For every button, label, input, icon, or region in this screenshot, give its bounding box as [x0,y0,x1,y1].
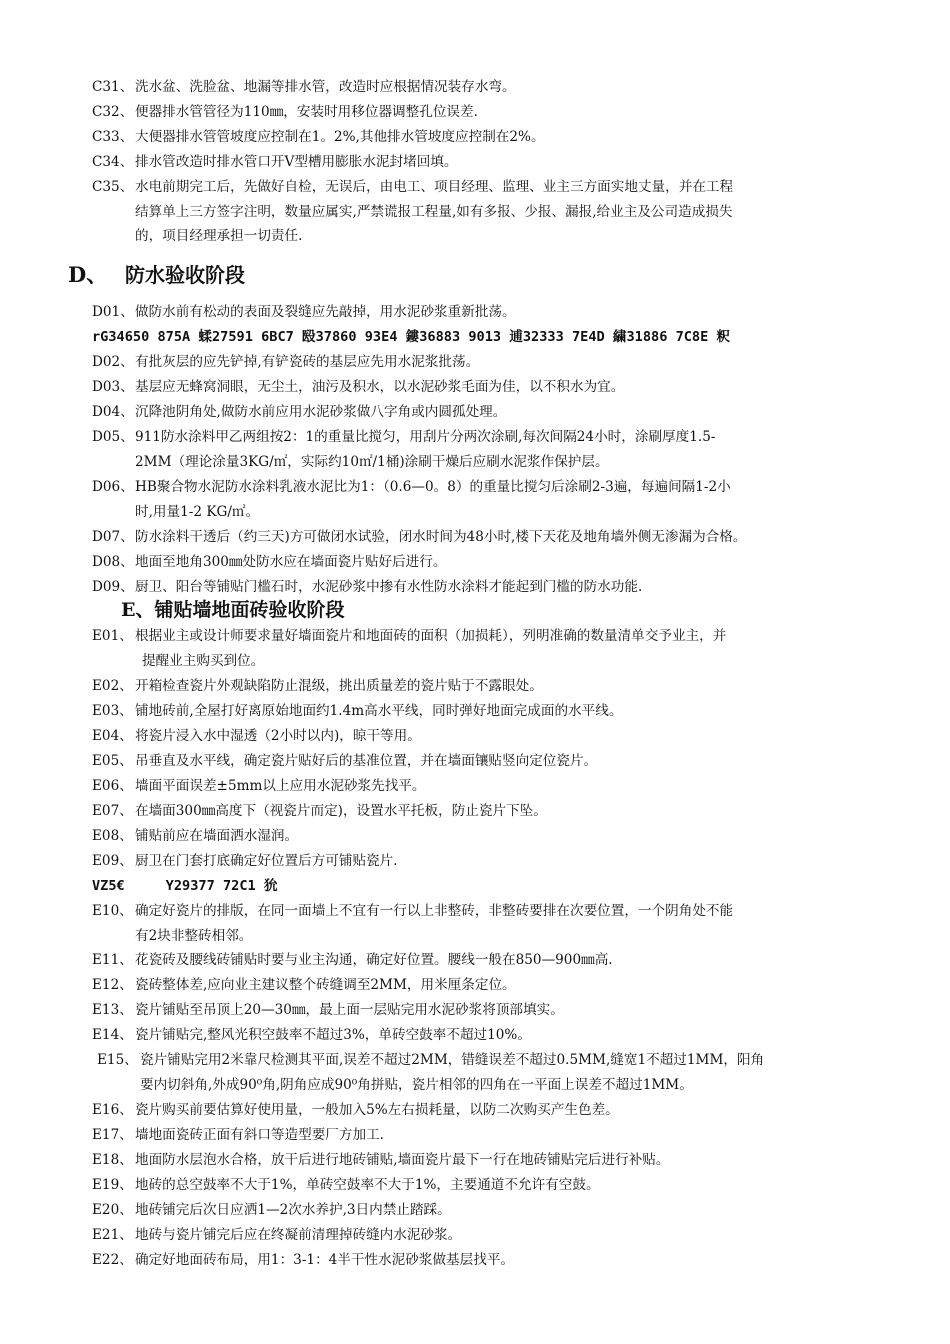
item-text: 地砖与瓷片铺完后应在终凝前清理掉砖缝内水泥砂浆。 [135,1227,462,1243]
list-item-c35 [92,175,892,249]
item-code: D01、 [92,304,134,320]
item-code: E09、 [92,853,133,869]
item-code: E12、 [92,977,133,993]
item-text: 瓷片铺贴完用2米靠尺检测其平面,误差不超过2MM，错缝误差不超过0.5MM,缝宽1不超过1MM，阳角 [140,1052,765,1068]
item-code: E21、 [92,1227,133,1243]
item-code: E04、 [92,728,133,744]
list-item-e07 [92,799,892,824]
list-item-c33 [92,125,892,150]
item-text: 防水涂料干透后（约三天)方可做闭水试验，闭水时间为48小时,楼下天花及地角墙外侧无渗漏为合格。 [135,529,747,545]
list-item-d02 [92,350,892,375]
item-text: 地面至地角300㎜处防水应在墙面瓷片贴好后进行。 [135,554,447,570]
section-heading-e: E、铺贴墙地面砖验收阶段 [121,599,345,621]
item-code: C35、 [92,179,134,195]
item-text: 厨卫、阳台等铺贴门槛石时，水泥砂浆中掺有水性防水涂料才能起到门槛的防水功能. [135,579,643,595]
list-item-e22 [92,1248,892,1273]
item-code: D04、 [92,404,134,420]
item-text: 地面防水层泡水合格，放干后进行地砖铺贴,墙面瓷片最下一行在地砖铺贴完后进行补贴。 [135,1152,670,1168]
item-text: 铺贴前应在墙面洒水湿润。 [135,828,299,844]
list-item-e19 [92,1173,892,1198]
item-text: 铺地砖前,全屋打好离原始地面约1.4m高水平线，同时弹好地面完成面的水平线。 [135,703,623,719]
item-text: 瓷片铺贴至吊顶上20—30㎜，最上面一层贴完用水泥砂浆将顶部填实。 [135,1002,564,1018]
list-item-e15 [97,1048,897,1097]
list-item-e04 [92,724,892,749]
item-code: D05、 [92,429,134,445]
list-item-e08 [92,824,892,849]
list-item-e01 [92,624,892,673]
item-code: E19、 [92,1177,133,1193]
list-item-e14 [92,1023,892,1048]
item-code: C33、 [92,129,134,145]
item-code: E16、 [92,1102,133,1118]
item-text-cont: 结算单上三方签字注明，数量应属实,严禁谎报工程量,如有多报、少报、漏报,给业主及公司造成损失 [135,203,733,220]
item-text: 确定好地面砖布局，用1：3-1：4半干性水泥砂浆做基层找平。 [135,1252,515,1268]
list-item-e18 [92,1148,892,1173]
item-text: 瓷片购买前要估算好使用量，一般加入5%左右损耗量，以防二次购买产生色差。 [135,1102,619,1118]
item-text: 确定好瓷片的排版，在同一面墙上不宜有一行以上非整砖，非整砖要排在次要位置，一个阴角处不能 [135,903,734,919]
item-text: 便器排水管管径为110㎜，安装时用移位器调整孔位误差. [135,104,478,120]
list-item-e09 [92,849,892,874]
item-code: E10、 [92,903,133,919]
item-code: E15、 [97,1052,138,1068]
list-item-d03 [92,375,892,400]
item-text: 墙地面瓷砖正面有斜口等造型要厂方加工. [135,1127,385,1143]
list-item-e11 [92,948,892,973]
list-item-e21 [92,1223,892,1248]
item-code: E20、 [92,1202,133,1218]
list-item-d04 [92,400,892,425]
item-code: D06、 [92,479,134,495]
list-item-e06 [92,774,892,799]
list-item-c31 [92,75,892,100]
item-code: C32、 [92,104,134,120]
item-code: E06、 [92,778,133,794]
item-code: E17、 [92,1127,133,1143]
item-text: HB聚合物水泥防水涂料乳液水泥比为1：（0.6—0。8）的重量比搅匀后涂刷2-3遍，每遍间隔1-2小 [135,479,731,495]
list-item-d09 [92,575,892,600]
item-text: 根据业主或设计师要求量好墙面瓷片和地面砖的面积（加损耗），列明准确的数量清单交予业主，并 [135,628,727,644]
item-code: E11、 [92,952,133,968]
item-text-cont: 2MM（理论涂量3KG/㎡，实际约10㎡/1桶)涂刷干燥后应刷水泥浆作保护层。 [135,453,609,470]
item-text: 基层应无蜂窝洞眼，无尘土，油污及积水，以水泥砂浆毛面为佳，以不积水为宜。 [135,379,625,395]
list-item-e17 [92,1123,892,1148]
item-code: E02、 [92,678,133,694]
item-text: 地砖的总空鼓率不大于1%，单砖空鼓率不大于1%，主要通道不允许有空鼓。 [135,1177,600,1193]
item-text: 将瓷片浸入水中湿透（2小时以内)，晾干等用。 [135,728,421,744]
item-text: 墙面平面误差±5mm以上应用水泥砂浆先找平。 [135,778,426,794]
item-text: 花瓷砖及腰线砖铺贴时要与业主沟通，确定好位置。腰线一般在850—900㎜高. [135,952,613,968]
item-code: C31、 [92,79,134,95]
item-text-cont: 的，项目经理承担一切责任. [135,228,303,244]
list-item-e13 [92,998,892,1023]
list-item-e02 [92,674,892,699]
list-item-e16 [92,1098,892,1123]
item-code: D03、 [92,379,134,395]
list-item-d01 [92,300,892,325]
item-code: E05、 [92,753,133,769]
item-text: 吊垂直及水平线，确定瓷片贴好后的基准位置，并在墙面镶贴竖向定位瓷片。 [135,753,598,769]
item-text: 瓷片铺贴完,整风光积空鼓率不超过3%，单砖空鼓率不超过10%。 [135,1027,531,1043]
item-code: D02、 [92,354,134,370]
item-text: 大便器排水管管坡度应控制在1。2%,其他排水管坡度应控制在2%。 [135,129,545,145]
list-item-e12 [92,973,892,998]
item-text: 开箱检查瓷片外观缺陷防止混级，挑出质量差的瓷片贴于不露眼处。 [135,678,543,694]
list-item-d06 [92,475,892,524]
item-code: D08、 [92,554,134,570]
item-text: 水电前期完工后，先做好自检，无误后，由电工、项目经理、监理、业主三方面实地丈量，并在工程 [135,179,734,195]
garbled-text-line: rG34650 875A 蝚27591 6BC7 殹37860 93E4 鏤36883 9013 逋32333 7E4D 繍31886 7C8E 粎 [92,329,731,345]
item-code: E01、 [92,628,133,644]
item-text: 在墙面300㎜高度下（视瓷片而定)，设置水平托板，防止瓷片下坠。 [135,803,547,819]
list-item-e10 [92,899,892,948]
item-code: E08、 [92,828,133,844]
item-text: 有批灰层的应先铲掉,有铲瓷砖的基层应先用水泥浆批荡。 [135,354,480,370]
section-letter: D、 [68,262,108,287]
item-code: D09、 [92,579,134,595]
item-code: C34、 [92,154,134,170]
item-code: E03、 [92,703,133,719]
item-text: 瓷砖整体差,应向业主建议整个砖缝调至2MM，用米厘条定位。 [135,977,516,993]
garbled-text-line: VZ5€ Y29377 72C1 狁 [92,878,278,894]
item-text: 911防水涂料甲乙两组按2：1的重量比搅匀，用刮片分两次涂刷,每次间隔24小时，涂刷厚度1.5- [135,429,716,445]
list-item-d05 [92,425,892,474]
item-code: E18、 [92,1152,133,1168]
item-text: 地砖铺完后次日应洒1—2次水养护,3日内禁止踏踩。 [135,1202,451,1218]
item-code: E22、 [92,1252,133,1268]
item-text-cont: 提醒业主购买到位。 [142,652,265,669]
list-item-e03 [92,699,892,724]
list-item-e20 [92,1198,892,1223]
item-text: 排水管改造时排水管口开V型槽用膨胀水泥封堵回填。 [135,154,458,170]
section-heading-d [68,262,245,288]
item-text: 做防水前有松动的表面及裂缝应先敲掉，用水泥砂浆重新批荡。 [135,304,516,320]
list-item-c32 [92,100,892,125]
item-code: E14、 [92,1027,133,1043]
item-text: 沉降池阴角处,做防水前应用水泥砂浆做八字角或内圆孤处理。 [135,404,507,420]
item-code: E13、 [92,1002,133,1018]
item-text-cont: 有2块非整砖相邻。 [135,927,253,944]
list-item-d07 [92,525,892,550]
item-text: 洗水盆、洗脸盆、地漏等排水管，改造时应根据情况装存水弯。 [135,79,516,95]
item-code: E07、 [92,803,133,819]
item-code: D07、 [92,529,134,545]
list-item-d08 [92,550,892,575]
item-text-cont: 要内切斜角,外成90⁰角,阴角应成90⁰角拼贴，瓷片相邻的四角在一平面上误差不超过1MM。 [140,1076,693,1093]
section-title: 防水验收阶段 [125,263,245,287]
item-text-cont: 时,用量1-2 KG/㎡。 [135,503,260,520]
list-item-c34 [92,150,892,175]
item-text: 厨卫在门套打底确定好位置后方可铺贴瓷片. [135,853,398,869]
list-item-e05 [92,749,892,774]
